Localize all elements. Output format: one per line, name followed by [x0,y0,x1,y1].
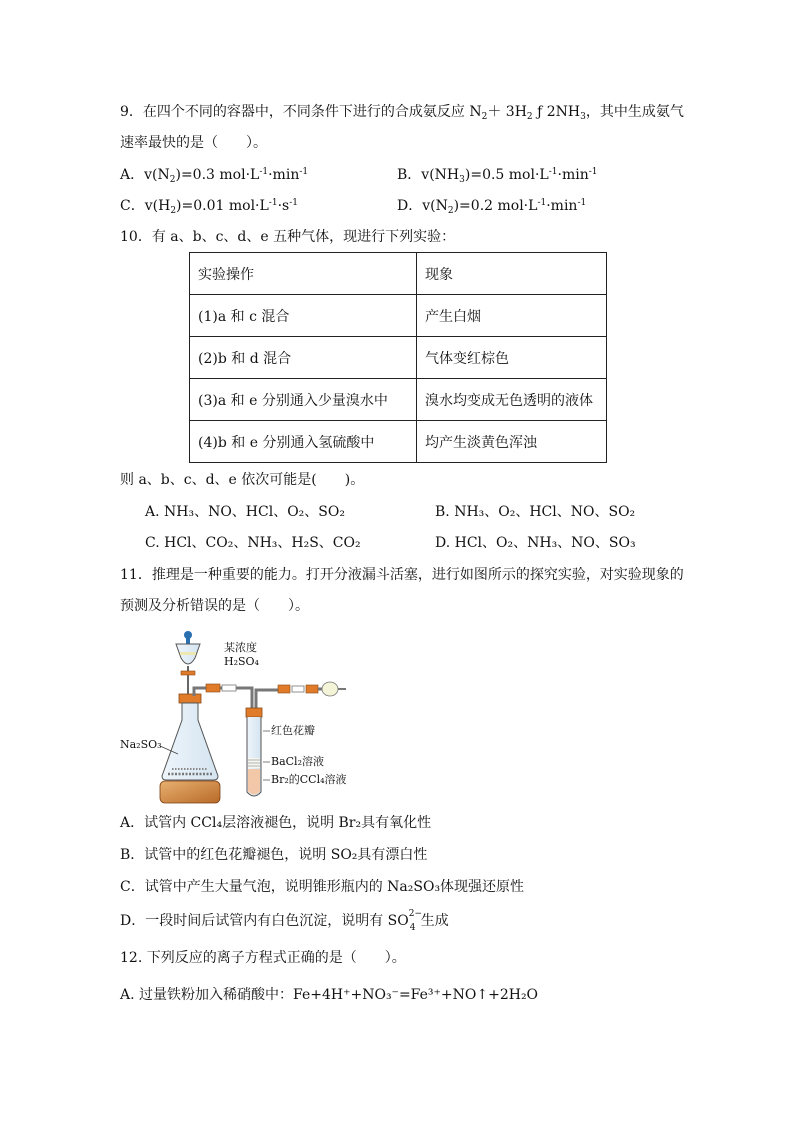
table-header-cell: 实验操作 [190,253,417,295]
label-acid-line2: H₂SO₄ [224,655,259,668]
label-bacl2: BaCl₂溶液 [271,755,324,768]
wooden-block [160,781,220,803]
table-cell: (4)b 和 e 分别通入氢硫酸中 [190,421,417,463]
table-header-cell: 现象 [417,253,607,295]
q11-stem-line1: 11．推理是一种重要的能力。打开分液漏斗活塞，进行如图所示的探究实验，对实验现象的 [120,567,684,583]
label-acid-line1: 某浓度 [224,641,257,654]
q10-stem: 10．有 a、b、c、d、e 五种气体，现进行下列实验： [120,229,456,245]
separatory-funnel [176,631,200,696]
table-row [190,421,607,463]
q10-option-c: C. HCl、CO₂、NH₃、H₂S、CO₂ [145,535,361,551]
q9-option-b: B．$v(NH_3)=0.5$ $mol\cdot L^{-1}\cdot\min^{-1}$ [397,167,598,185]
table-row [190,295,607,337]
q10-ask: 则 a、b、c、d、e 依次可能是( )。 [120,472,365,488]
connecting-tube [194,682,346,712]
table-cell: 气体变红棕色 [417,337,607,379]
table-cell: 均产生淡黄色浑浊 [417,421,607,463]
q11-stem-line2: 预测及分析错误的是（ ）。 [120,598,309,614]
erlenmeyer-flask [162,694,218,780]
table-row [190,337,607,379]
table-header-row [190,253,607,295]
q10-option-a: A. NH₃、NO、HCl、O₂、SO₂ [145,504,345,520]
q9-stem-line2: 速率最快的是（ ）。 [120,135,267,151]
experiment-table [189,252,607,463]
q9-option-d: D．$v(N_2)=0.2$ $mol\cdot L^{-1}\cdot\min^{-1}$ [397,198,587,216]
q9-option-c: C．$v(H_2)=0.01$ $mol\cdot L^{-1}\cdot s^{-1}$ [120,198,298,216]
q10-option-d: D. HCl、O₂、NH₃、NO、SO₃ [435,535,636,551]
q12-stem: 12. 下列反应的离子方程式正确的是（ ）。 [120,950,406,966]
label-flask: Na₂SO₃ [120,738,162,751]
test-tube [246,708,262,796]
table-cell: (2)b 和 d 混合 [190,337,417,379]
label-petal: 红色花瓣 [271,724,315,737]
equilibrium-arrow-glyph: ƒ [532,104,547,120]
label-br2: Br₂的CCl₄溶液 [271,773,347,786]
q11-option-a: A．试管内 CCl₄层溶液褪色，说明 Br₂具有氧化性 [120,815,432,831]
q11-option-d: D．一段时间后试管内有白色沉淀，说明有 SO 2− 4 生成 [120,909,449,933]
table-cell: (3)a 和 e 分别通入少量溴水中 [190,379,417,421]
q11-option-c: C．试管中产生大量气泡，说明锥形瓶内的 Na₂SO₃体现强还原性 [120,879,525,895]
table-cell: 溴水均变成无色透明的液体 [417,379,607,421]
table-cell: (1)a 和 c 混合 [190,295,417,337]
q9-stem-line1: 9．在四个不同的容器中，不同条件下进行的合成氨反应 $N_2+ 3H_2$ ƒ $2NH_3$，其中生成氨气 [120,104,684,122]
q9-option-a: A．$v(N_2)=0.3$ $mol\cdot L^{-1}\cdot\min^{-1}$ [120,167,309,185]
table-row [190,379,607,421]
q11-option-b: B．试管中的红色花瓣褪色，说明 SO₂具有漂白性 [120,847,428,863]
q12-option-a: A. 过量铁粉加入稀硝酸中：Fe+4H⁺+NO₃⁻=Fe³⁺+NO↑+2H₂O [120,987,539,1003]
table-cell: 产生白烟 [417,295,607,337]
q10-option-b: B. NH₃、O₂、HCl、NO、SO₂ [435,504,636,520]
